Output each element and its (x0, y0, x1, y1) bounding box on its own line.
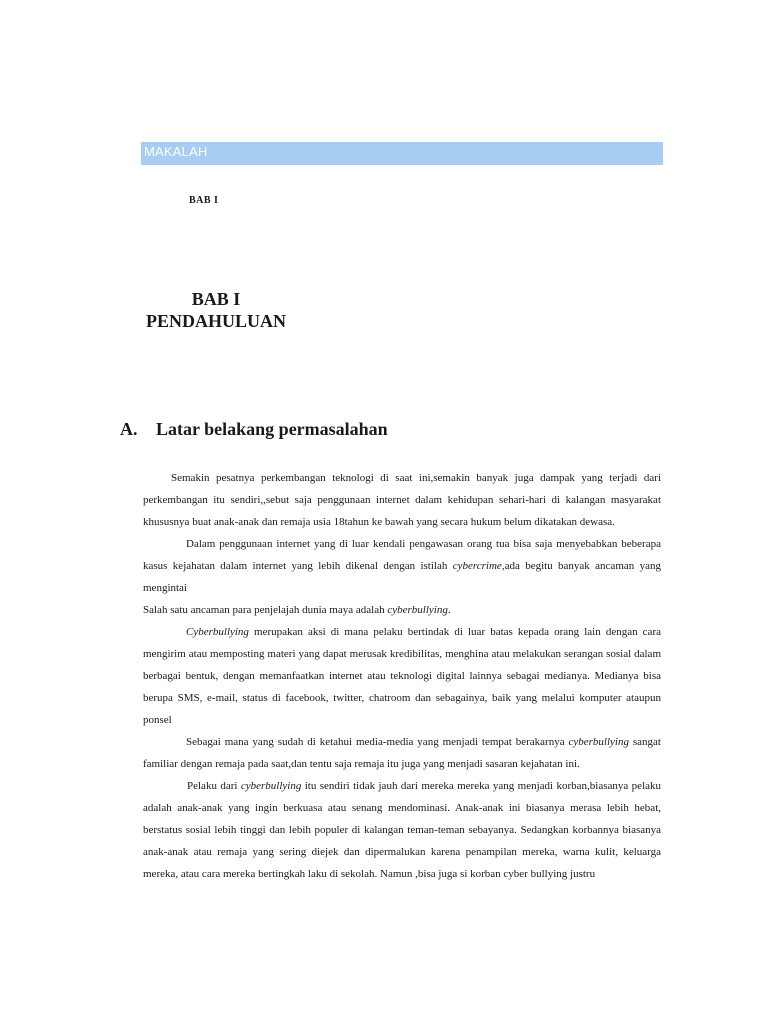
paragraph (143, 775, 661, 885)
emphasis-term: Cyberbullying (186, 626, 249, 638)
emphasis-term: cyberbullying (240, 780, 302, 792)
paragraph (143, 621, 661, 731)
section-letter: A. (120, 419, 138, 439)
chapter-title: PENDAHULUAN (145, 311, 286, 331)
paragraph-text: ,ada begitu banyak ancaman yang mengintai (143, 560, 662, 594)
section-title: Latar belakang permasalahan (156, 419, 388, 439)
emphasis-term: cyberbullying (568, 736, 629, 748)
section-heading (120, 419, 388, 440)
banner-label: MAKALAH (144, 144, 208, 159)
body-text (143, 467, 661, 885)
paragraph-text: itu sendiri tidak jauh dari mereka mereka yang menjadi korban,biasanya pelaku adalah anak-anak yang ingin berkuasa atau senang mendominasi. Anak-anak ini biasanya merasa lebih hebat, berstatus sosial lebih tinggi dan lebih populer di kalangan teman-teman sebayanya. Sedangkan korbannya biasanya anak-anak atau remaja yang sering diejek dan dipermalukan karena penampilan mereka, warna kulit, keluarga mereka, atau cara mereka bertingkah laku di sekolah. Namun ,bisa juga si korban cyber bullying justru (143, 780, 662, 880)
paragraph (143, 599, 661, 621)
paragraph-text: Pelaku dari (187, 780, 241, 792)
document-banner (141, 142, 663, 165)
chapter-label-small: BAB I (189, 195, 219, 206)
paragraph-text: merupakan aksi di mana pelaku bertindak di luar batas kepada orang lain dengan cara mengirim atau memposting materi yang dapat merusak kredibilitas, menghina atau melakukan serangan sosial dalam berbagai bentuk, dengan memanfaatkan internet atau teknologi digital lainnya sebagai medianya. Medianya bisa berupa SMS, e-mail, status di facebook, twitter, chatroom dan sebagainya, baik yang melalui komputer ataupun ponsel (143, 626, 661, 726)
paragraph-text: Sebagai mana yang sudah di ketahui media-media yang menjadi tempat berakarnya (186, 736, 569, 748)
paragraph (143, 533, 661, 599)
chapter-number: BAB I (191, 289, 241, 309)
emphasis-term: cybercrime (452, 560, 502, 572)
paragraph-text: Salah satu ancaman para penjelajah dunia maya adalah (143, 604, 388, 616)
paragraph (143, 731, 661, 775)
paragraph-text: Semakin pesatnya perkembangan teknologi di saat ini,semakin banyak juga dampak yang terjadi dari perkembangan itu sendiri,,sebut saja penggunaan internet dalam kehidupan sehari-hari di kalangan masyarakat khususnya buat anak-anak dan remaja usia 18tahun ke bawah yang secara hukum belum dikatakan dewasa. (143, 472, 661, 528)
emphasis-term: cyberbullying (387, 604, 448, 616)
paragraph-text: . (447, 604, 451, 616)
chapter-title-block (141, 288, 291, 332)
paragraph-text: Dalam penggunaan internet yang di luar kendali pengawasan orang tua bisa saja menyebabkan beberapa kasus kejahatan dalam internet yang lebih dikenal dengan istilah (143, 538, 661, 572)
paragraph (143, 467, 661, 533)
paragraph-text: sangat familiar dengan remaja pada saat,dan tentu saja remaja itu juga yang menjadi sasaran kejahatan ini. (143, 736, 661, 770)
